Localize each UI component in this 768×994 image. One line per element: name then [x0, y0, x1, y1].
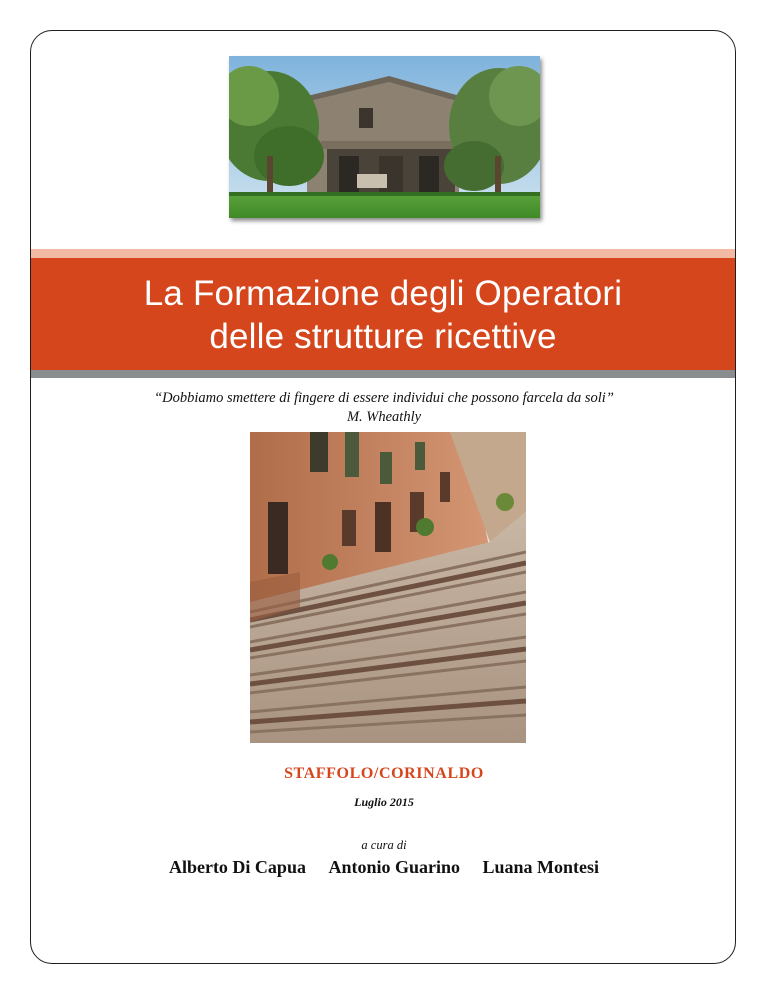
author-name: Luana Montesi: [482, 857, 600, 877]
title-banner: [31, 258, 735, 370]
banner-bottom-strip: [31, 370, 735, 378]
author-name: Antonio Guarino: [328, 857, 460, 877]
quote-block: [40, 389, 728, 427]
quote-author: M. Wheathly: [346, 409, 422, 425]
stairs-photo: [250, 432, 526, 743]
publication-date: Luglio 2015: [354, 795, 414, 809]
author-name: Alberto Di Capua: [168, 857, 306, 877]
title-line-1: La Formazione degli Operatori: [143, 274, 623, 313]
villa-photo: [229, 56, 540, 218]
location-title: STAFFOLO/CORINALDO: [284, 765, 484, 782]
curated-by-label: a cura di: [361, 838, 407, 852]
title-line-2: delle strutture ricettive: [209, 317, 557, 356]
authors-list: [40, 857, 728, 878]
quote-text: “Dobbiamo smettere di fingere di essere individui che possono farcela da soli”: [154, 390, 614, 406]
banner-top-strip: [31, 249, 735, 258]
